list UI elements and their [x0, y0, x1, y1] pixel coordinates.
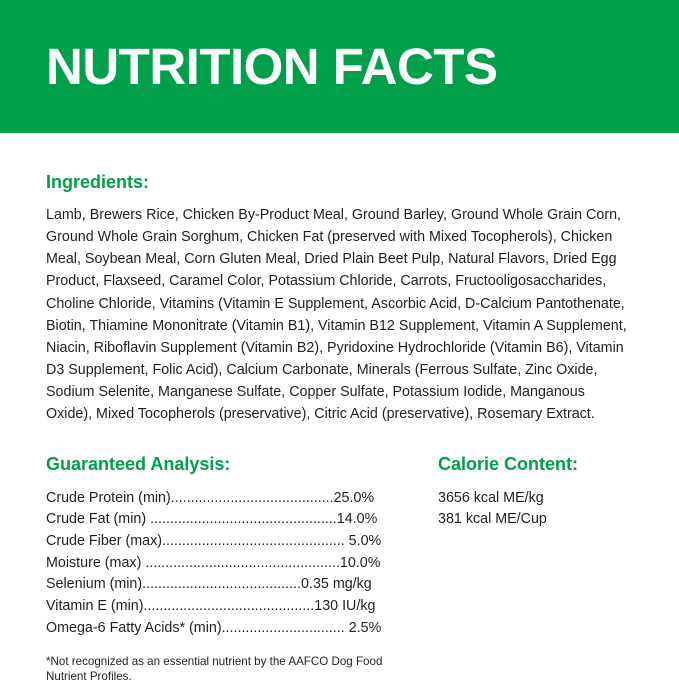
calorie-content-list [438, 488, 633, 531]
lower-columns [46, 454, 633, 696]
ingredients-heading: Ingredients: [46, 172, 150, 192]
guaranteed-analysis-column [46, 454, 396, 696]
list-item: 3656 kcal ME/kg [438, 489, 544, 506]
list-item: Omega-6 Fatty Acids* (min)............................... 2.5% [46, 619, 382, 636]
list-item: Crude Protein (min).........................................25.0% [46, 489, 375, 506]
list-item: Vitamin E (min)...........................................130 IU/kg [46, 598, 376, 615]
list-item: Moisture (max) .................................................10.0% [46, 554, 381, 571]
calorie-content-column [396, 454, 633, 696]
header-band [0, 0, 679, 133]
list-item: Crude Fiber (max).............................................. 5.0% [46, 533, 382, 549]
list-item: Selenium (min)........................................0.35 mg/kg [46, 576, 372, 593]
list-item: Crude Fat (min) ...............................................14.0% [46, 511, 378, 528]
ingredients-text: Lamb, Brewers Rice, Chicken By-Product Meal, Ground Barley, Ground Whole Grain Corn, Ground Whole Grain Sorghum, Chicken Fat (preserved with Mixed Tocopherols), Chicken Meal, Soybean Meal, Corn Gluten Meal, Dried Plain Beet Pulp, Natural Flavors, Dried Egg Product, Flaxseed, Caramel Color, Potassium Chloride, Carrots, Fructooligosaccharides, Choline Chloride, Vitamins (Vitamin E Supplement, Ascorbic Acid, D-Calcium Pantothenate, Biotin, Thiamine Mononitrate (Vitamin B1), Vitamin B12 Supplement, Vitamin A Supplement, Niacin, Riboflavin Supplement (Vitamin B2), Pyridoxine Hydrochloride (Vitamin B6), Vitamin D3 Supplement, Folic Acid), Calcium Carbonate, Minerals (Ferrous Sulfate, Zinc Oxide, Sodium Selenite, Manganese Sulfate, Copper Sulfate, Potassium Iodide, Manganous Oxide), Mixed Tocopherols (preservative), Citric Acid (preservative), Rosemary Extract. [46, 207, 627, 423]
guaranteed-analysis-heading: Guaranteed Analysis: [46, 453, 231, 474]
content-area [0, 172, 679, 696]
calorie-content-heading: Calorie Content: [438, 453, 579, 474]
page-title: NUTRITION FACTS [46, 38, 498, 95]
aafco-footnote: *Not recognized as an essential nutrient by the AAFCO Dog Food Nutrient Profiles. [46, 654, 383, 684]
guaranteed-analysis-list [46, 488, 396, 640]
list-item: 381 kcal ME/Cup [438, 511, 547, 528]
